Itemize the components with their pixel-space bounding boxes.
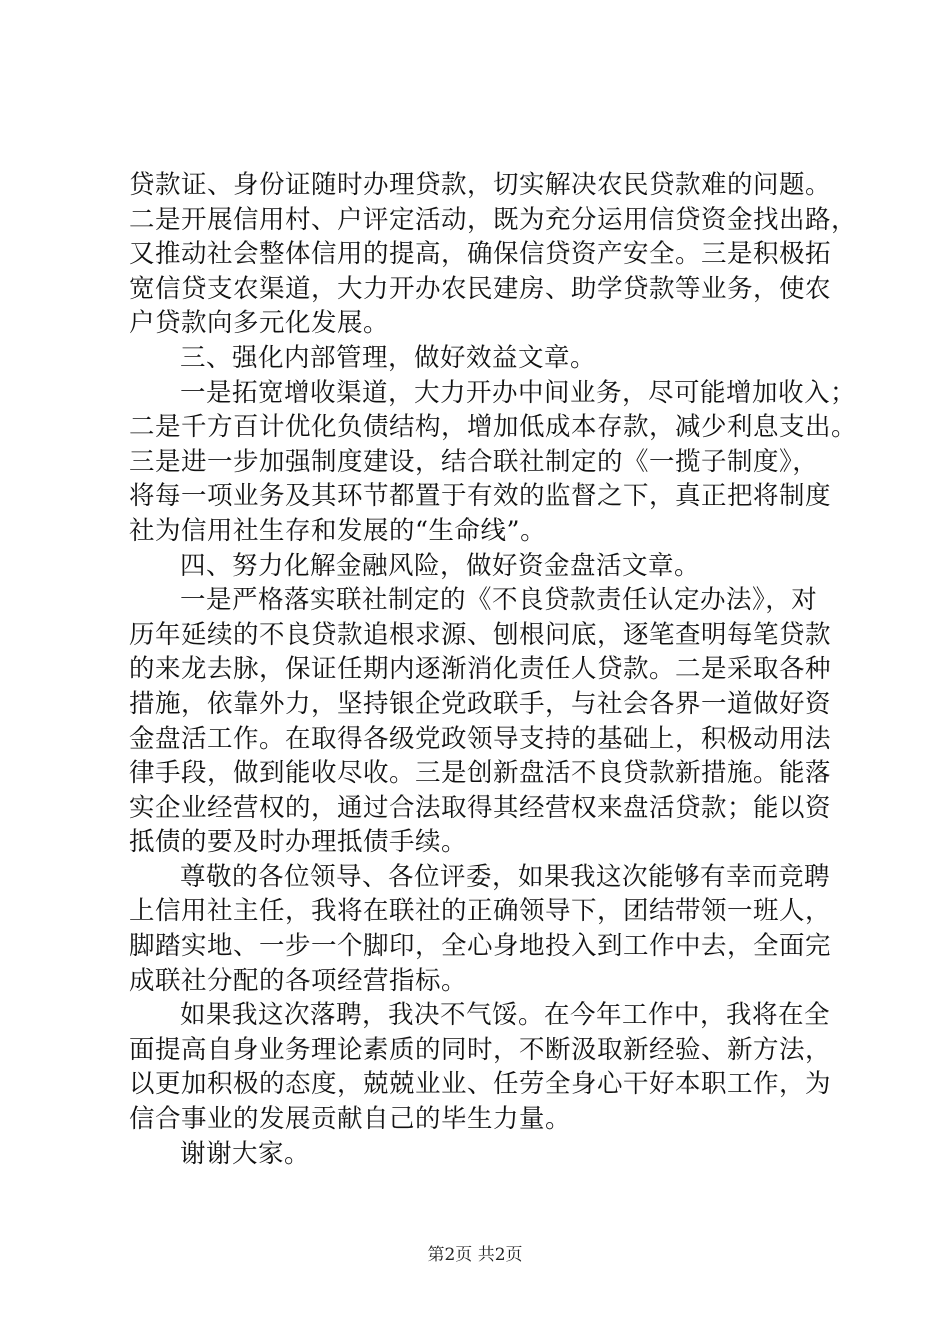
text-line: 一是拓宽增收渠道，大力开办中间业务，尽可能增加收入；: [180, 377, 857, 408]
document-body: [129, 168, 858, 1171]
text-line: 尊敬的各位领导、各位评委，如果我这次能够有幸而竞聘: [180, 861, 831, 892]
text-line: 宽信贷支农渠道，大力开办农民建房、助学贷款等业务，使农: [129, 273, 832, 304]
text-line: 二是开展信用村、户评定活动，既为充分运用信贷资金找出路，: [129, 204, 858, 235]
text-line: 如果我这次落聘，我决不气馁。在今年工作中，我将在全: [180, 1000, 831, 1031]
text-line: 金盘活工作。在取得各级党政领导支持的基础上，积极动用法: [129, 723, 832, 754]
text-line: 脚踏实地、一步一个脚印，全心身地投入到工作中去，全面完: [129, 931, 832, 962]
text-line: 以更加积极的态度，兢兢业业、任劳全身心干好本职工作，为: [129, 1069, 832, 1100]
text-line: 又推动社会整体信用的提高，确保信贷资产安全。三是积极拓: [129, 239, 832, 270]
text-line: 的来龙去脉，保证任期内逐渐消化责任人贷款。二是采取各种: [129, 654, 832, 685]
text-line: 措施，依靠外力，坚持银企党政联手，与社会各界一道做好资: [129, 688, 832, 719]
text-line: 抵债的要及时办理抵债手续。: [129, 827, 468, 858]
text-line: 上信用社主任，我将在联社的正确领导下，团结带领一班人，: [129, 896, 832, 927]
text-line: 三是进一步加强制度建设，结合联社制定的《一揽子制度》，: [129, 446, 819, 477]
text-line: 三、强化内部管理，做好效益文章。: [180, 342, 597, 373]
text-line: 户贷款向多元化发展。: [129, 308, 390, 339]
text-line: 实企业经营权的，通过合法取得其经营权来盘活贷款；能以资: [129, 792, 832, 823]
text-line: 历年延续的不良贷款追根求源、刨根问底，逐笔查明每笔贷款: [129, 619, 832, 650]
text-line: 贷款证、身份证随时办理贷款，切实解决农民贷款难的问题。: [129, 170, 832, 200]
text-line: 社为信用社生存和发展的“生命线”。: [129, 515, 547, 546]
text-line: 四、努力化解金融风险，做好资金盘活文章。: [180, 550, 701, 581]
text-line: 律手段，做到能收尽收。三是创新盘活不良贷款新措施。能落: [129, 758, 832, 789]
text-line: 信合事业的发展贡献自己的毕生力量。: [129, 1104, 572, 1135]
text-line: 一是严格落实联社制定的《不良贷款责任认定办法》，对: [180, 585, 818, 616]
text-line: 成联社分配的各项经营指标。: [129, 965, 468, 996]
text-line: 面提高自身业务理论素质的同时，不断汲取新经验、新方法，: [129, 1034, 832, 1065]
text-line: 二是千方百计优化负债结构，增加低成本存款，减少利息支出。: [129, 412, 858, 443]
page-number-footer: 第2页 共2页: [427, 1245, 523, 1265]
text-line: 将每一项业务及其环节都置于有效的监督之下，真正把将制度: [129, 481, 832, 512]
text-line: 谢谢大家。: [180, 1138, 311, 1169]
